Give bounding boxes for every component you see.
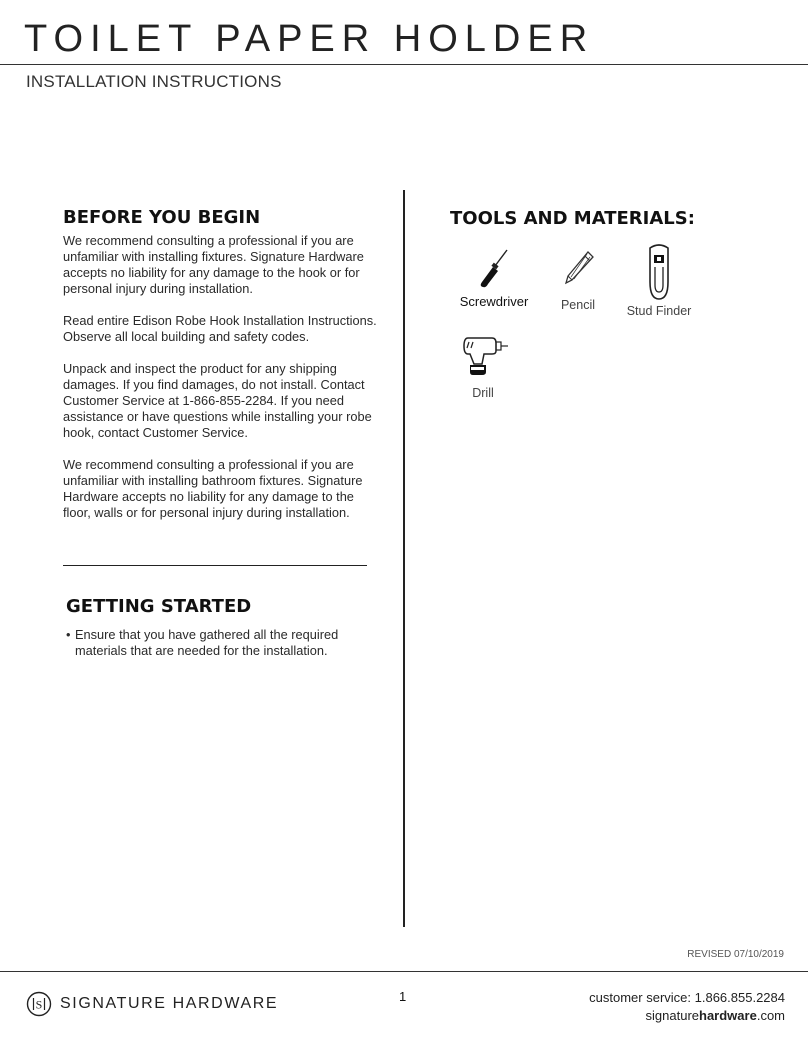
before-paragraph-3: Unpack and inspect the product for any shipping damages. If you find damages, do not install. Contact Customer Service at 1-866-855-2284. If you need assistance or have questions while installing your robe hook, contact Customer Service.: [63, 361, 372, 440]
page-number: 1: [399, 989, 407, 1004]
tool-pencil: [552, 246, 604, 312]
tool-label: Stud Finder: [626, 304, 692, 318]
tool-label: Drill: [472, 386, 494, 400]
tool-drill: [456, 334, 510, 400]
footer-divider: [0, 971, 808, 972]
logo-mark: S: [35, 997, 43, 1012]
tool-label: Pencil: [560, 298, 596, 312]
website-bold: hardware: [699, 1008, 757, 1023]
tool-stud-finder: [624, 242, 694, 318]
page-subtitle: INSTALLATION INSTRUCTIONS: [26, 72, 282, 91]
getting-started-heading: GETTING STARTED: [66, 596, 252, 617]
title-divider: [0, 64, 808, 65]
stud-finder-icon: [644, 242, 674, 302]
brand-name: SIGNATURE HARDWARE: [60, 995, 279, 1012]
section-divider: [63, 565, 367, 566]
tool-label: Screwdriver: [459, 294, 529, 309]
pencil-icon: [558, 246, 598, 290]
screwdriver-icon: [474, 246, 514, 290]
tool-screwdriver: [456, 246, 532, 309]
before-paragraph-1: We recommend consulting a professional if you are unfamiliar with installing fixtures. Signature Hardware accepts no liability for any damage to the hook or for personal injury during installation.: [63, 233, 364, 296]
drill-icon: [456, 334, 510, 384]
list-item: [66, 627, 366, 659]
website-link[interactable]: [589, 1007, 785, 1025]
before-you-begin-heading: BEFORE YOU BEGIN: [63, 207, 261, 228]
before-paragraph-2: Read entire Edison Robe Hook Installation Instructions. Observe all local building and safety codes.: [63, 313, 377, 344]
getting-started-list: [66, 627, 366, 659]
customer-service-line: customer service: 1.866.855.2284: [589, 990, 785, 1005]
website-prefix: signature: [645, 1008, 700, 1023]
signature-logo-icon: [26, 991, 52, 1017]
revised-date: REVISED 07/10/2019: [687, 949, 784, 960]
column-divider: [403, 190, 405, 927]
website-suffix: .com: [756, 1008, 785, 1023]
list-item-text: Ensure that you have gathered all the required materials that are needed for the installation.: [75, 627, 339, 658]
before-paragraph-4: We recommend consulting a professional if you are unfamiliar with installing bathroom fixtures. Signature Hardware accepts no liability for any damage to the floor, walls or for personal injury during installation.: [63, 457, 363, 520]
page-title: TOILET PAPER HOLDER: [24, 18, 595, 60]
before-you-begin-body: [63, 233, 381, 537]
contact-info: [589, 989, 785, 1025]
tools-heading: TOOLS AND MATERIALS:: [450, 208, 695, 229]
brand-logo: [26, 991, 278, 1017]
bullet-icon: •: [66, 627, 71, 642]
